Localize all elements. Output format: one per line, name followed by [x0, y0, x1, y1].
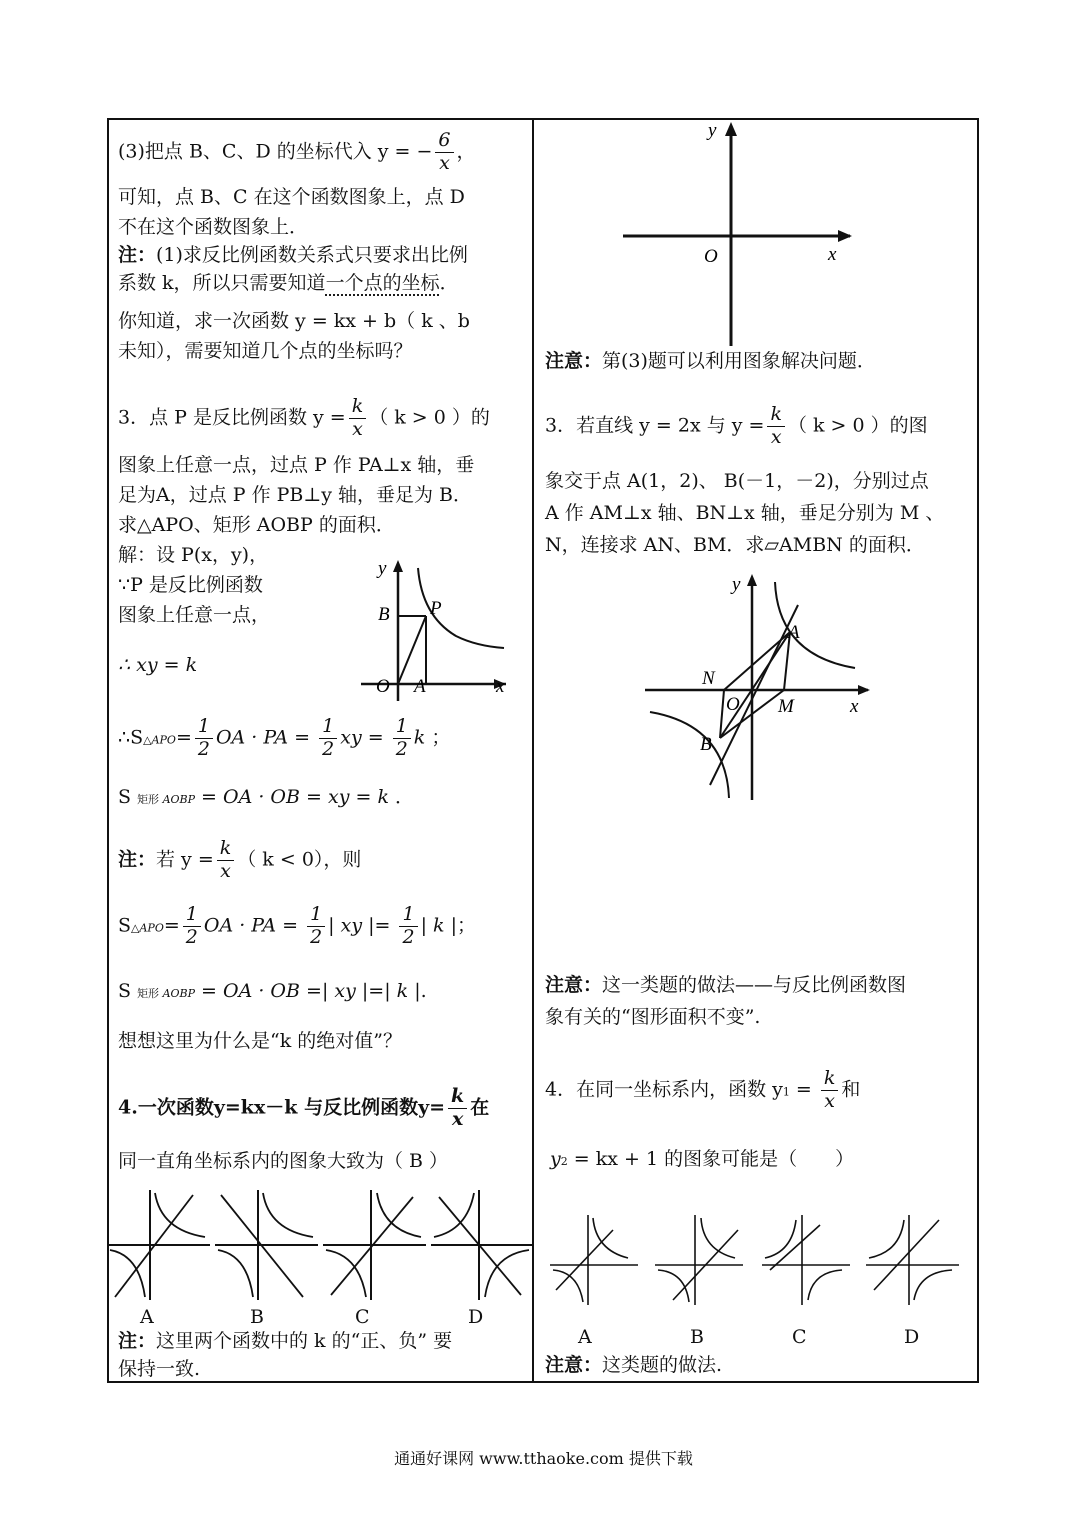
right-note3: 注意：这类题的做法. [545, 1354, 723, 1376]
left-sol-line1: 解：设 P(x，y)， [118, 544, 269, 566]
graph-axes-x-label: x [828, 244, 837, 265]
left-option-a: A [140, 1306, 154, 1328]
right-note2-line2: 象有关的“图形面积不变”. [545, 1006, 761, 1028]
left-q3-line3: 足为A，过点 P 作 PB⊥y 轴，垂足为 B． [118, 484, 473, 506]
right-option-a: A [578, 1326, 592, 1348]
left-q3-line1: 3．点 P 是反比例函数 y = $\frac{k}{x}$ （ k > 0 ）的 [118, 395, 490, 440]
left-option-b: B [250, 1306, 264, 1328]
left-note1-line2: 系数 k，所以只需要知道一个点的坐标． [118, 272, 459, 294]
left-option-c: C [355, 1306, 370, 1328]
graph-amnb-a-label: A [788, 622, 800, 643]
graph-axes-y-label: y [708, 120, 717, 141]
left-area4: S 矩形 AOBP = OA · OB =| xy |=| k |. [118, 980, 427, 1002]
left-q3-line4: 求△APO、矩形 AOBP 的面积． [118, 514, 395, 536]
left-area3: S△APO= $\frac{1}{2}$ OA · PA = $\frac{1}{2}$ | xy |= $\frac{1}{2}$ | k |； [118, 903, 476, 948]
graph-amnb-x-label: x [850, 696, 859, 717]
left-note3-line2: 保持一致. [118, 1358, 201, 1380]
left-note1-line3: 你知道，求一次函数 y = kx + b（ k 、b [118, 310, 470, 332]
left-area2: S 矩形 AOBP = OA · OB = xy = k ． [118, 786, 414, 808]
left-q4-line2: 同一直角坐标系内的图象大致为（ B ） [118, 1150, 449, 1172]
right-q3-line4: N，连接求 AN、BM．求▱AMBN 的面积． [545, 534, 925, 556]
left-note3-line1: 注：这里两个函数中的 k 的“正、负” 要 [118, 1330, 453, 1352]
graph-amnb-y-label: y [732, 574, 741, 595]
left-note1-line4: 未知），需要知道几个点的坐标吗？ [118, 340, 413, 362]
left-note1-line1: 注：(1)求反比例函数关系式只要求出比例 [118, 244, 468, 266]
right-graph-d [866, 1215, 959, 1305]
right-q4-line1: 4．在同一坐标系内，函数 y1 = $\frac{k}{x}$ 和 [545, 1067, 861, 1112]
left-note2: 注：若 y = $\frac{k}{x}$ （ k < 0），则 [118, 837, 362, 882]
left-p3-line3: 不在这个函数图象上． [118, 216, 309, 238]
graph-axes-o-label: O [704, 246, 718, 267]
left-q4-line1: 4.一次函数y=kx－k 与反比例函数y= $\frac{k}{x}$ 在 [118, 1085, 490, 1130]
graph-p [356, 556, 516, 706]
right-q4-line2: y2 = kx + 1 的图象可能是（ ） [550, 1148, 855, 1170]
left-option-d: D [468, 1306, 484, 1328]
right-q3-line3: A 作 AM⊥x 轴、BN⊥x 轴，垂足分别为 M 、 [545, 502, 945, 524]
left-sol-line3: 图象上任意一点， [118, 604, 271, 626]
left-graph-c [323, 1190, 426, 1300]
footer: 通通好课网 www.tthaoke.com 提供下载 [394, 1449, 693, 1468]
right-note1: 注意：第(3)题可以利用图象解决问题． [545, 350, 876, 372]
left-q3-line2: 图象上任意一点，过点 P 作 PA⊥x 轴，垂 [118, 454, 475, 476]
left-p3-line2: 可知，点 B、C 在这个函数图象上，点 D [118, 186, 465, 208]
right-q3-line2: 象交于点 A(1，2)、 B(－1，－2)，分别过点 [545, 470, 929, 492]
left-sol-line2: ∵P 是反比例函数 [118, 574, 263, 596]
left-sol-line4: ∴ xy = k [118, 654, 198, 676]
left-p3-line1: (3)把点 B、C、D 的坐标代入 y = − $\frac{6}{x}$ ， [118, 129, 476, 174]
right-graph-b [655, 1215, 743, 1305]
right-graph-c [762, 1215, 850, 1305]
right-q3-line1: 3．若直线 y = 2x 与 y = $\frac{k}{x}$ （ k > 0 ）的图 [545, 403, 928, 448]
left-think: 想想这里为什么是“k 的绝对值”？ [118, 1030, 402, 1052]
left-area1: ∴S△APO= $\frac{1}{2}$ OA · PA = $\frac{1}{2}$ xy = $\frac{1}{2}$ k ； [118, 715, 451, 760]
right-graph-a [550, 1215, 638, 1305]
graph-p-y-label: y [378, 558, 387, 579]
left-graph-a [107, 1190, 210, 1300]
graph-p-a-label: A [414, 676, 426, 697]
graph-p-p-label: P [430, 598, 442, 619]
left-option-graphs [105, 1185, 535, 1305]
right-option-d: D [904, 1326, 920, 1348]
right-note2-line1: 注意：这一类题的做法——与反比例函数图 [545, 974, 907, 996]
graph-p-b-label: B [378, 604, 390, 625]
left-graph-b [215, 1190, 318, 1300]
graph-amnb-o-label: O [726, 694, 740, 715]
graph-amnb-n-label: N [702, 668, 715, 689]
graph-p-o-label: O [376, 676, 390, 697]
graph-amnb-b-label: B [700, 734, 712, 755]
graph-amnb [640, 570, 875, 805]
left-graph-d [431, 1190, 534, 1300]
right-option-c: C [792, 1326, 807, 1348]
right-option-graphs [548, 1210, 968, 1310]
graph-axes [618, 118, 858, 348]
graph-amnb-m-label: M [778, 696, 794, 717]
graph-p-x-label: x [496, 676, 505, 697]
right-option-b: B [690, 1326, 704, 1348]
